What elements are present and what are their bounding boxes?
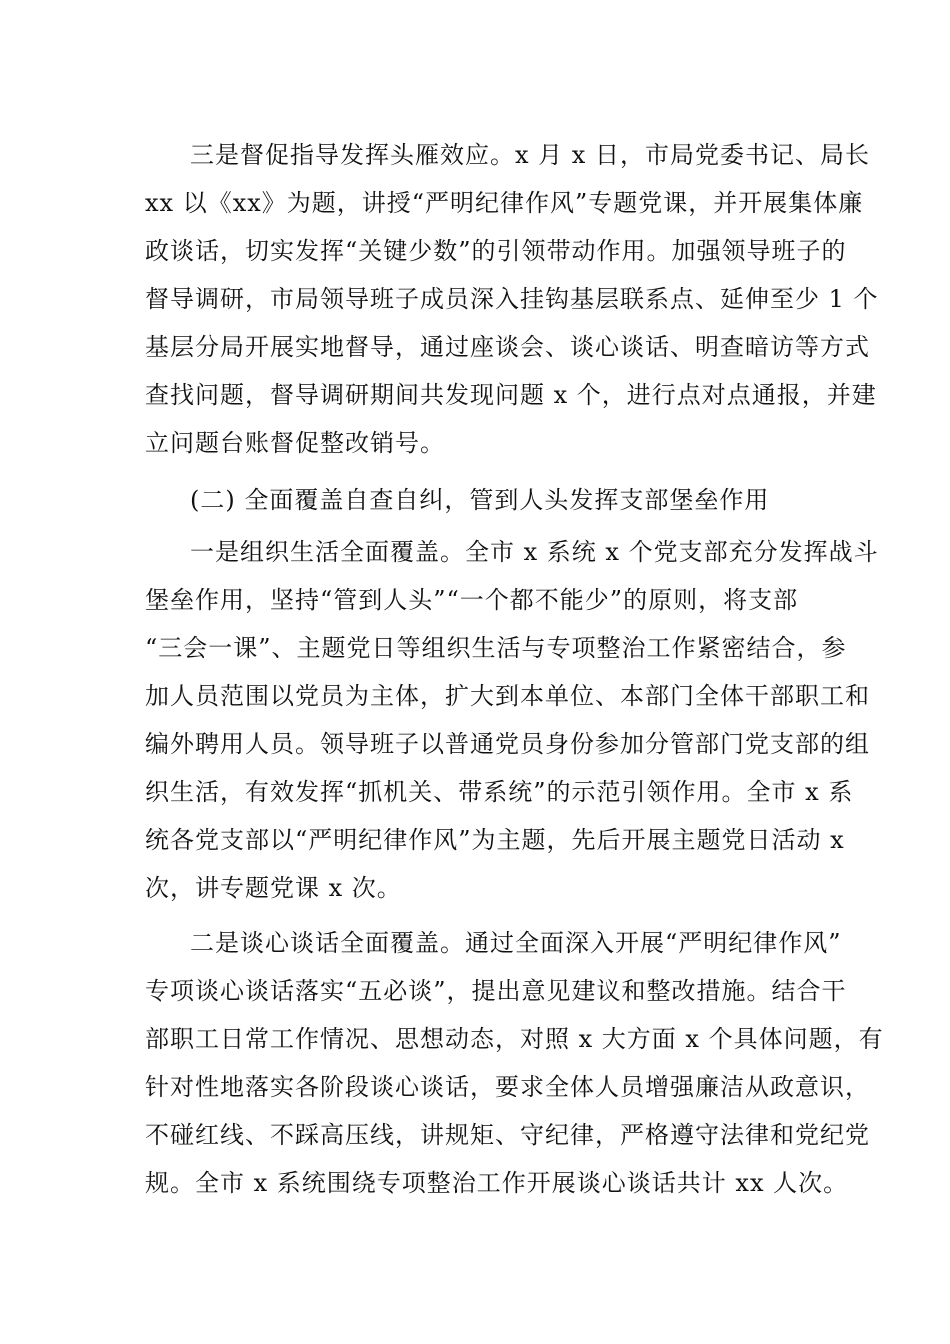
paragraph-line: 专项谈心谈话落实“五必谈”，提出意见建议和整改措施。结合干 (145, 977, 847, 1005)
section-heading: (二) 全面覆盖自查自纠，管到人头发挥支部堡垒作用 (190, 486, 770, 514)
paragraph-line: 一是组织生活全面覆盖。全市 x 系统 x 个党支部充分发挥战斗 (190, 538, 879, 566)
paragraph-line: 规。全市 x 系统围绕专项整治工作开展谈心谈话共计 xx 人次。 (145, 1169, 849, 1197)
paragraph-line: 堡垒作用，坚持“管到人头”“一个都不能少”的原则，将支部 (145, 586, 799, 614)
paragraph-line: 部职工日常工作情况、思想动态，对照 x 大方面 x 个具体问题，有 (145, 1025, 884, 1053)
paragraph-line: xx 以《xx》为题，讲授“严明纪律作风”专题党课，并开展集体廉 (145, 189, 864, 217)
paragraph-line: 查找问题，督导调研期间共发现问题 x 个，进行点对点通报，并建 (145, 381, 877, 409)
paragraph-line: 针对性地落实各阶段谈心谈话，要求全体人员增强廉洁从政意识， (145, 1073, 870, 1101)
paragraph-line: 立问题台账督促整改销号。 (145, 429, 445, 457)
paragraph-line: 不碰红线、不踩高压线，讲规矩、守纪律，严格遵守法律和党纪党 (145, 1121, 870, 1149)
paragraph-line: 三是督促指导发挥头雁效应。x 月 x 日，市局党委书记、局长 (190, 141, 870, 169)
paragraph-line: 统各党支部以“严明纪律作风”为主题，先后开展主题党日活动 x (145, 826, 845, 854)
paragraph-line: 次，讲专题党课 x 次。 (145, 874, 402, 902)
paragraph-line: 二是谈心谈话全面覆盖。通过全面深入开展“严明纪律作风” (190, 929, 842, 957)
paragraph-line: 督导调研，市局领导班子成员深入挂钩基层联系点、延伸至少 1 个 (145, 285, 879, 313)
paragraph-line: 政谈话，切实发挥“关键少数”的引领带动作用。加强领导班子的 (145, 237, 847, 265)
paragraph-line: “三会一课”、主题党日等组织生活与专项整治工作紧密结合，参 (145, 634, 847, 662)
paragraph-line: 编外聘用人员。领导班子以普通党员身份参加分管部门党支部的组 (145, 730, 870, 758)
paragraph-line: 织生活，有效发挥“抓机关、带系统”的示范引领作用。全市 x 系 (145, 778, 854, 806)
paragraph-line: 加人员范围以党员为主体，扩大到本单位、本部门全体干部职工和 (145, 682, 870, 710)
paragraph-line: 基层分局开展实地督导，通过座谈会、谈心谈话、明查暗访等方式 (145, 333, 870, 361)
